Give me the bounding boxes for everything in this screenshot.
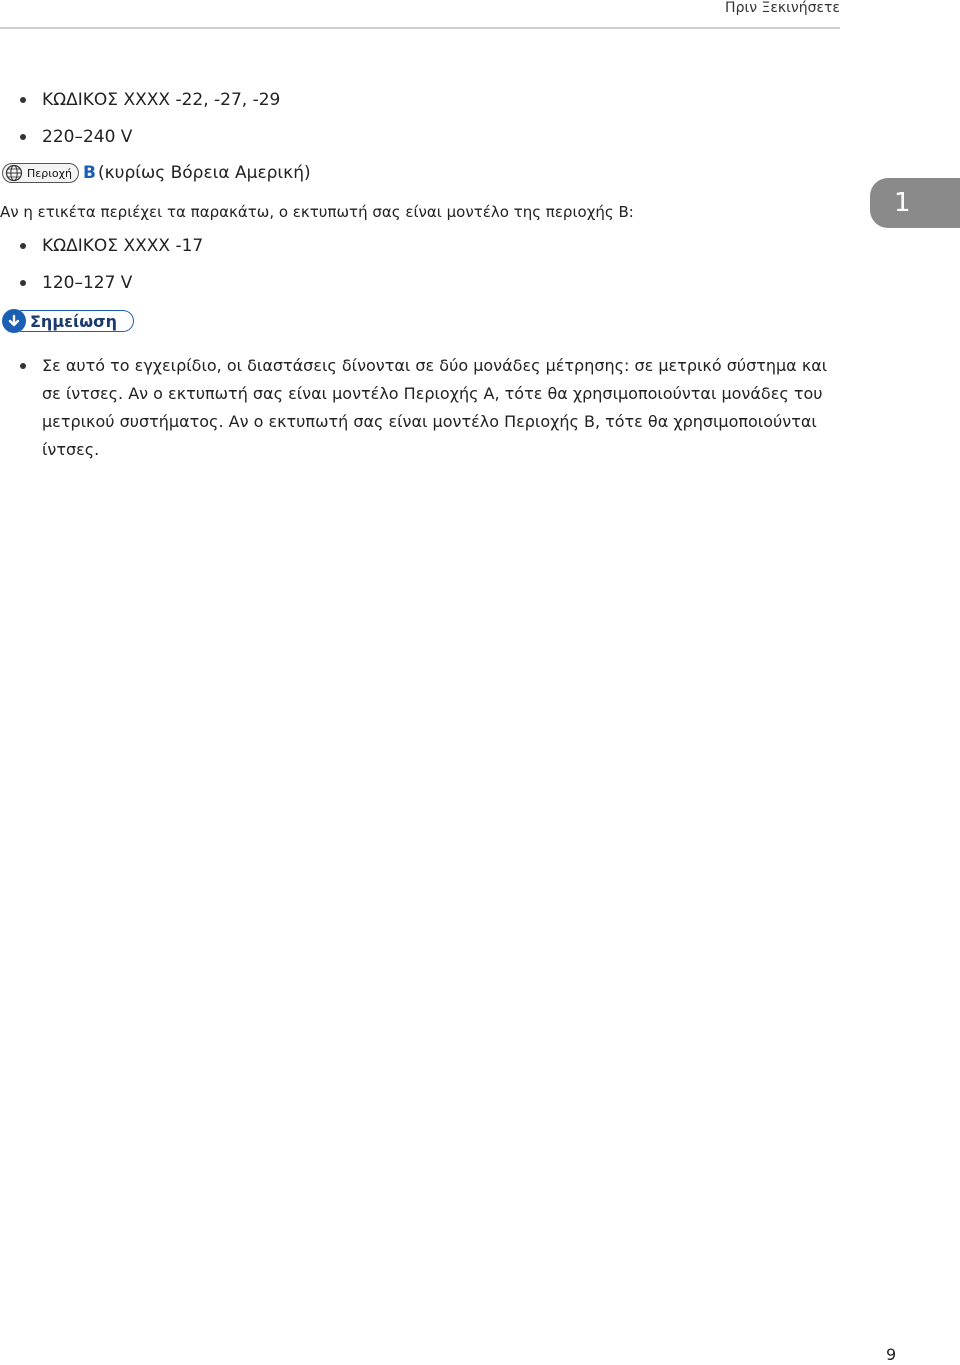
- header-divider: [0, 27, 840, 29]
- bullet-icon: [20, 97, 26, 103]
- list-item: [20, 236, 203, 256]
- bullet-icon: [20, 363, 26, 369]
- region-badge: [2, 163, 79, 183]
- chapter-tab: 1: [870, 178, 960, 228]
- region-letter: B: [82, 163, 96, 183]
- region-badge-label: Περιοχή: [27, 166, 72, 180]
- note-heading-label: Σημείωση: [20, 310, 134, 332]
- region-b-intro: Αν η ετικέτα περιέχει τα παρακάτω, ο εκτυπωτή σας είναι μοντέλο της περιοχής B:: [0, 203, 634, 221]
- list-item-text: 120–127 V: [42, 273, 133, 293]
- page-number: 9: [886, 1345, 897, 1364]
- bullet-icon: [20, 134, 26, 140]
- globe-icon: [3, 163, 25, 183]
- list-item-text: ΚΩΔΙΚΟΣ XXXX -22, -27, -29: [42, 90, 281, 110]
- note-heading: [2, 309, 134, 333]
- list-item: [20, 90, 280, 110]
- region-b-heading: [2, 163, 311, 183]
- running-header-title: Πριν Ξεκινήσετε: [725, 0, 840, 16]
- bullet-icon: [20, 243, 26, 249]
- list-item-text: ΚΩΔΙΚΟΣ XXXX -17: [42, 236, 204, 256]
- list-item-text: 220–240 V: [42, 127, 133, 147]
- down-arrow-icon: [2, 309, 26, 333]
- list-item: [20, 273, 132, 293]
- region-note: (κυρίως Βόρεια Αμερική): [97, 163, 311, 183]
- list-item: [20, 127, 132, 147]
- bullet-icon: [20, 280, 26, 286]
- note-paragraph: Σε αυτό το εγχειρίδιο, οι διαστάσεις δίνονται σε δύο μονάδες μέτρησης: σε μετρικό σύστημα και σε ίντσες. Αν ο εκτυπωτή σας είναι μοντέλο Περιοχής A, τότε θα χρησιμοποιούνται μονάδες του μετρικού συστήματος. Αν ο εκτυπωτή σας είναι μοντέλο Περιοχής B, τότε θα χρησιμοποιούνται ίντσες.: [42, 356, 828, 459]
